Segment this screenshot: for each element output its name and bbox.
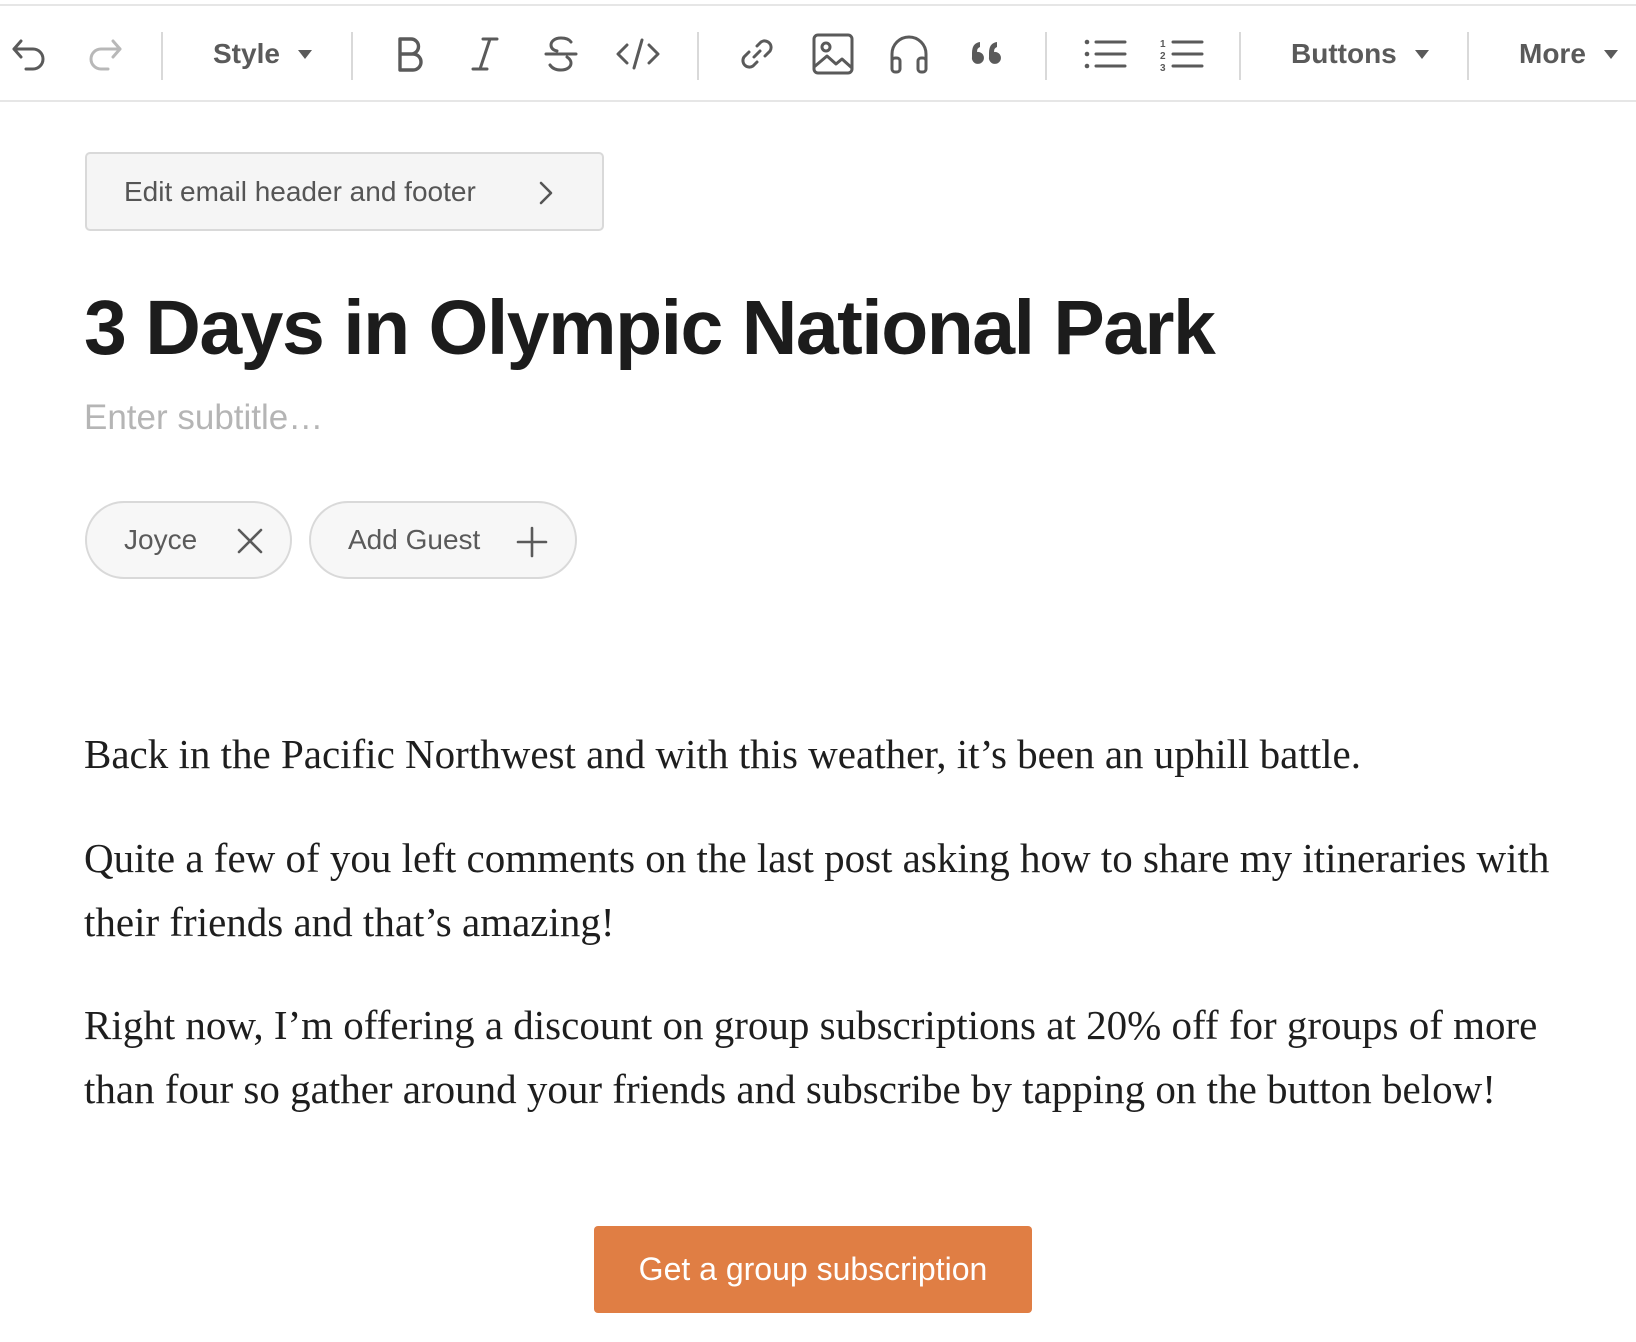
toolbar-divider xyxy=(1045,32,1047,80)
group-subscription-button[interactable]: Get a group subscription xyxy=(594,1226,1032,1313)
bullet-list-button[interactable] xyxy=(1080,6,1130,102)
caret-down-icon xyxy=(1604,50,1618,59)
style-dropdown-label: Style xyxy=(213,38,280,69)
plus-icon xyxy=(516,526,548,558)
blockquote-button[interactable] xyxy=(960,6,1012,102)
italic-button[interactable] xyxy=(460,6,510,102)
post-title[interactable]: 3 Days in Olympic National Park xyxy=(84,285,1215,371)
caret-down-icon xyxy=(1415,50,1429,59)
undo-icon xyxy=(9,36,49,72)
edit-header-footer-button[interactable] xyxy=(85,152,604,231)
redo-button[interactable] xyxy=(80,6,130,102)
image-icon xyxy=(811,32,855,76)
image-button[interactable] xyxy=(806,6,860,102)
add-guest-label: Add Guest xyxy=(348,524,481,555)
link-icon xyxy=(737,34,777,74)
redo-icon xyxy=(85,36,125,72)
bold-button[interactable] xyxy=(385,6,435,102)
body-paragraph[interactable]: Back in the Pacific Northwest and with this weather, it’s been an uphill battle. xyxy=(84,731,1362,777)
body-paragraph[interactable]: Quite a few of you left comments on the last post asking how to share my itineraries with their friends and that’s amazing! xyxy=(84,835,1550,945)
body-paragraph[interactable]: Right now, I’m offering a discount on group subscriptions at 20% off for groups of more than four so gather around your friends and subscribe by tapping on the button below! xyxy=(84,1002,1538,1112)
subtitle-input[interactable] xyxy=(84,392,984,444)
quote-icon xyxy=(968,39,1004,69)
more-dropdown[interactable] xyxy=(1519,6,1618,102)
more-dropdown-label: More xyxy=(1519,38,1586,69)
svg-text:3: 3 xyxy=(1160,63,1166,71)
toolbar-divider xyxy=(351,32,353,80)
author-chip-label: Joyce xyxy=(124,524,198,555)
undo-button[interactable] xyxy=(4,6,54,102)
link-button[interactable] xyxy=(731,6,783,102)
bullet-list-icon xyxy=(1083,37,1127,71)
audio-icon xyxy=(887,32,931,76)
toolbar-divider xyxy=(1239,32,1241,80)
caret-down-icon xyxy=(298,50,312,59)
style-dropdown[interactable] xyxy=(213,6,312,102)
italic-icon xyxy=(469,35,501,73)
editor-toolbar xyxy=(0,6,1636,102)
svg-text:1: 1 xyxy=(1160,39,1166,50)
chevron-right-icon xyxy=(536,180,556,206)
numbered-list-icon xyxy=(1160,37,1204,71)
buttons-dropdown-label: Buttons xyxy=(1291,38,1397,69)
strikethrough-button[interactable] xyxy=(536,6,586,102)
code-button[interactable] xyxy=(610,6,666,102)
numbered-list-button[interactable] xyxy=(1157,6,1207,102)
strikethrough-icon xyxy=(543,35,579,73)
author-chip xyxy=(85,501,292,579)
buttons-dropdown[interactable] xyxy=(1291,6,1429,102)
add-guest-button[interactable] xyxy=(309,501,577,579)
audio-button[interactable] xyxy=(882,6,936,102)
svg-text:2: 2 xyxy=(1160,51,1166,62)
toolbar-divider xyxy=(161,32,163,80)
bold-icon xyxy=(394,35,426,73)
toolbar-divider xyxy=(697,32,699,80)
code-icon xyxy=(614,35,662,73)
edit-header-footer-label: Edit email header and footer xyxy=(124,175,476,207)
toolbar-divider xyxy=(1467,32,1469,80)
close-icon[interactable] xyxy=(235,526,265,556)
